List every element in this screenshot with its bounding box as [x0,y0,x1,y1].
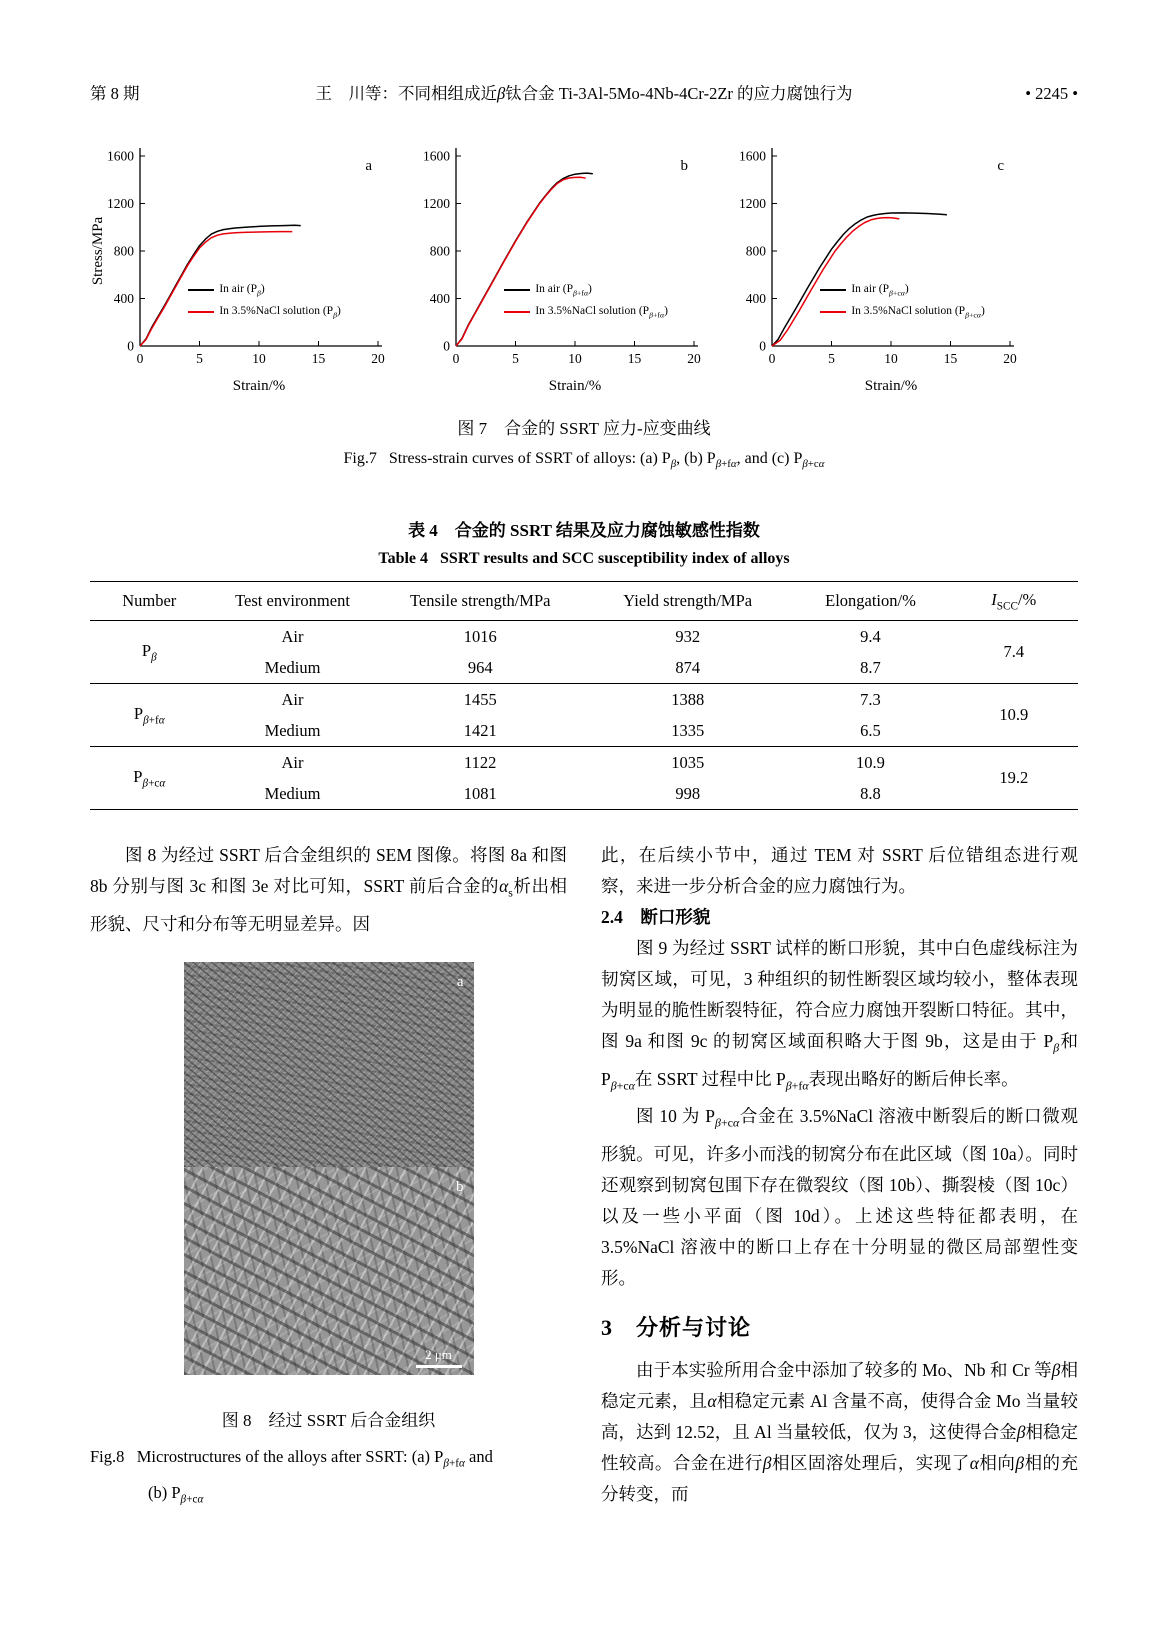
table-cell-iscc: 19.2 [999,768,1029,788]
fig7-panel-c [722,142,1020,398]
svg-text:10: 10 [884,351,898,366]
table4-title-cn: 表 4 合金的 SSRT 结果及应力腐蚀敏感性指数 [408,521,760,541]
chart-legend [820,283,984,320]
svg-text:0: 0 [759,338,766,354]
page-header [90,0,1078,104]
table-row [90,621,1078,653]
svg-text:Strain/%: Strain/% [864,378,918,394]
legend-line-sample [504,289,530,291]
running-title: 王 川等：不同相组成近β钛合金 Ti-3Al-5Mo-4Nb-4Cr-2Zr 的应力腐蚀行为 [315,84,853,103]
chart-svg [90,142,388,398]
column-header-environment: Test environment [235,591,350,611]
legend-line-sample [504,311,530,313]
table-cell-elong: 8.7 [860,657,881,677]
table-cell-yield: 1335 [671,720,705,740]
svg-text:1600: 1600 [107,148,134,164]
svg-text:800: 800 [745,243,766,259]
figure8 [184,962,474,1375]
legend-label: In 3.5%NaCl solution $(P_{\beta+c\alpha})$ [851,305,985,320]
legend-item [188,305,340,319]
table-cell-tensile: 1421 [463,720,497,740]
svg-text:a: a [365,158,372,174]
table-cell-env: Medium [264,783,321,803]
legend-item [504,305,668,319]
svg-text:800: 800 [429,243,450,259]
svg-text:400: 400 [113,291,134,306]
column-header-number: Number [122,591,177,611]
svg-text:20: 20 [687,351,701,366]
table-cell-number: $P_\beta$ [141,641,157,664]
table-row [90,715,1078,747]
svg-text:Stress/MPa: Stress/MPa [90,216,106,286]
svg-text:15: 15 [627,351,642,366]
paragraph: 由于本实验所用合金中添加了较多的 Mo、Nb 和 Cr 等β相稳定元素，且α相稳定元素 Al 含量不高，使得合金 Mo 当量较高，达到 12.52，且 Al 当量较低，仅为 3，这使得合金β相稳定性较高。合金在进行β相区固溶处理后，实现了α相向β相的充分转变，而 [601,1359,1079,1504]
svg-text:20: 20 [1003,351,1017,366]
legend-label: In 3.5%NaCl solution $(P_{\beta+f\alpha})$ [535,305,668,320]
fig7-caption-cn: 图 7 合金的 SSRT 应力-应变曲线 [457,419,711,438]
ssrt-results-table [90,581,1078,810]
column-header-tensile: Tensile strength/MPa [410,591,551,611]
table-cell-yield: 1035 [671,752,705,772]
table-cell-yield: 932 [675,626,701,646]
table-group-pbca [90,747,1078,810]
svg-text:10: 10 [568,351,582,366]
svg-text:0: 0 [136,351,144,366]
svg-text:15: 15 [311,351,326,366]
table-cell-elong: 7.3 [860,689,881,709]
legend-line-sample [188,289,214,291]
fig7-panel-a [90,142,388,398]
fig8-caption-en-line2: (b) $P_{\beta+c\alpha}$ [148,1483,204,1506]
svg-text:1200: 1200 [423,196,450,211]
svg-text:10: 10 [252,351,266,366]
svg-text:1600: 1600 [739,148,766,164]
table-row [90,778,1078,810]
paragraph: 图 8 为经过 SSRT 后合金组织的 SEM 图像。将图 8a 和图 8b 分别与图 3c 和图 3e 对比可知，SSRT 前后合金的$\alpha_s$析出相形貌、尺寸和分布等无明显差异。因 [90,845,568,934]
svg-text:0: 0 [127,338,134,354]
table4-title-en: Table 4 SSRT results and SCC susceptibility index of alloys [378,550,790,568]
table-header-row [90,582,1078,621]
table-cell-tensile: 1081 [463,783,497,803]
legend-line-sample [188,311,214,313]
legend-item [188,283,340,297]
legend-item [820,305,984,319]
svg-text:5: 5 [196,351,203,366]
chart-svg [722,142,1020,398]
scale-bar-label: 2 μm [425,1346,452,1362]
table-cell-env: Air [281,752,304,772]
paragraph: 此，在后续小节中，通过 TEM 对 SSRT 后位错组态进行观察，来进一步分析合金的应力腐蚀行为。 [601,845,1078,897]
fig7-caption-en: Fig.7 Stress-strain curves of SSRT of alloys: (a) $P_\beta$, (b) $P_{\beta+f\alpha}$, and (c) $P_{\beta+c\alpha}$ [343,450,825,471]
panel-label-b: b [456,1178,464,1195]
table-cell-tensile: 964 [467,657,493,677]
svg-text:Strain/%: Strain/% [232,378,286,394]
table-cell-env: Medium [264,720,321,740]
table-cell-elong: 10.9 [856,752,885,772]
table-cell-env: Medium [264,657,321,677]
legend-label: In air $(P_{\beta+f\alpha})$ [535,282,592,298]
legend-item [504,283,668,297]
left-column [90,840,567,1514]
column-header-yield: Yield strength/MPa [623,591,753,611]
right-column [601,840,1078,1514]
table-cell-env: Air [281,689,304,709]
legend-label: In air $(P_{\beta+c\alpha})$ [851,282,909,298]
svg-text:0: 0 [443,338,450,354]
column-header-elongation: Elongation/% [825,591,916,611]
chart-legend [504,283,668,320]
chart-legend [188,283,340,320]
svg-text:400: 400 [745,291,766,306]
fig8-caption-en-line1: Fig.8 Microstructures of the alloys after SSRT: (a) $P_{\beta+f\alpha}$ and [90,1446,493,1470]
fig7-panel-b [406,142,704,398]
table-cell-elong: 9.4 [860,626,881,646]
svg-text:0: 0 [768,351,776,366]
svg-text:15: 15 [943,351,958,366]
svg-text:20: 20 [371,351,385,366]
svg-text:5: 5 [512,351,519,366]
table-cell-yield: 874 [675,657,701,677]
journal-issue: 第 8 期 [90,84,140,103]
scale-bar [416,1348,462,1368]
column-header-iscc: $I_{SCC}/\%$ [991,590,1037,613]
table-cell-iscc: 10.9 [999,705,1029,725]
svg-text:c: c [997,158,1004,174]
table-cell-tensile: 1016 [463,626,497,646]
svg-text:5: 5 [828,351,835,366]
table-group-pbfa [90,684,1078,747]
svg-text:800: 800 [113,243,134,259]
table4-section [90,516,1078,810]
page-number: • 2245 • [1025,84,1078,103]
scale-bar-line [416,1365,462,1368]
section-heading-3: 3 分析与讨论 [601,1314,752,1340]
sem-image-a [184,962,474,1167]
table-cell-elong: 8.8 [860,783,881,803]
table-cell-iscc: 7.4 [1003,642,1025,662]
paragraph: 图 10 为 $P_{\beta+c\alpha}$合金在 3.5%NaCl 溶液中断裂后的断口微观形貌。可见，许多小而浅的韧窝分布在此区域（图 10a）。同时还观察到韧窝包围下存在微裂纹（图 10b）、撕裂棱（图 10c）以及一些小平面（图 10d）。上述这些特征都表明，在 3.5%NaCl 溶液中的断口上存在十分明显的微区局部塑性变形。 [601,1106,1078,1288]
table-cell-yield: 998 [675,783,701,803]
legend-item [820,283,984,297]
legend-line-sample [820,311,846,313]
panel-label-a: a [456,973,464,990]
sem-image-b [184,1167,474,1375]
table-cell-env: Air [281,626,304,646]
svg-text:1200: 1200 [107,196,134,211]
table-cell-tensile: 1122 [464,752,497,772]
fig8-caption-cn: 图 8 经过 SSRT 后合金组织 [221,1410,436,1430]
svg-text:0: 0 [452,351,460,366]
section-heading-2-4: 2.4 断口形貌 [601,907,711,928]
chart-svg [406,142,704,398]
table-cell-number: $P_{\beta+c\alpha}$ [133,767,166,790]
table-row [90,747,1078,779]
table-row [90,684,1078,716]
svg-text:1200: 1200 [739,196,766,211]
svg-text:Strain/%: Strain/% [548,378,602,394]
table-cell-tensile: 1455 [463,689,497,709]
table-row [90,652,1078,684]
body-columns [90,840,1078,1514]
legend-line-sample [820,289,846,291]
figure7-charts [90,142,1078,398]
legend-label: In 3.5%NaCl solution $(P_\beta)$ [219,305,341,320]
svg-text:400: 400 [429,291,450,306]
table-cell-yield: 1388 [671,689,705,709]
table-cell-elong: 6.5 [860,720,881,740]
svg-text:1600: 1600 [423,148,450,164]
table-group-pb [90,621,1078,684]
legend-label: In air $(P_\beta)$ [219,282,265,298]
svg-text:b: b [680,158,688,174]
table-cell-number: $P_{\beta+f\alpha}$ [133,704,165,727]
paragraph: 图 9 为经过 SSRT 试样的断口形貌，其中白色虚线标注为韧窝区域，可见，3 种组织的韧性断裂区域均较小，整体表现为明显的脆性断裂特征，符合应力腐蚀开裂断口特征。其中，图 9a 和图 9c 的韧窝区域面积略大于图 9b，这是由于 $P_\beta$和 $P_{\beta+c\alpha}$在 SSRT 过程中比 $P_{\beta+f\alpha}$表现出略好的断后伸长率。 [601,938,1078,1093]
